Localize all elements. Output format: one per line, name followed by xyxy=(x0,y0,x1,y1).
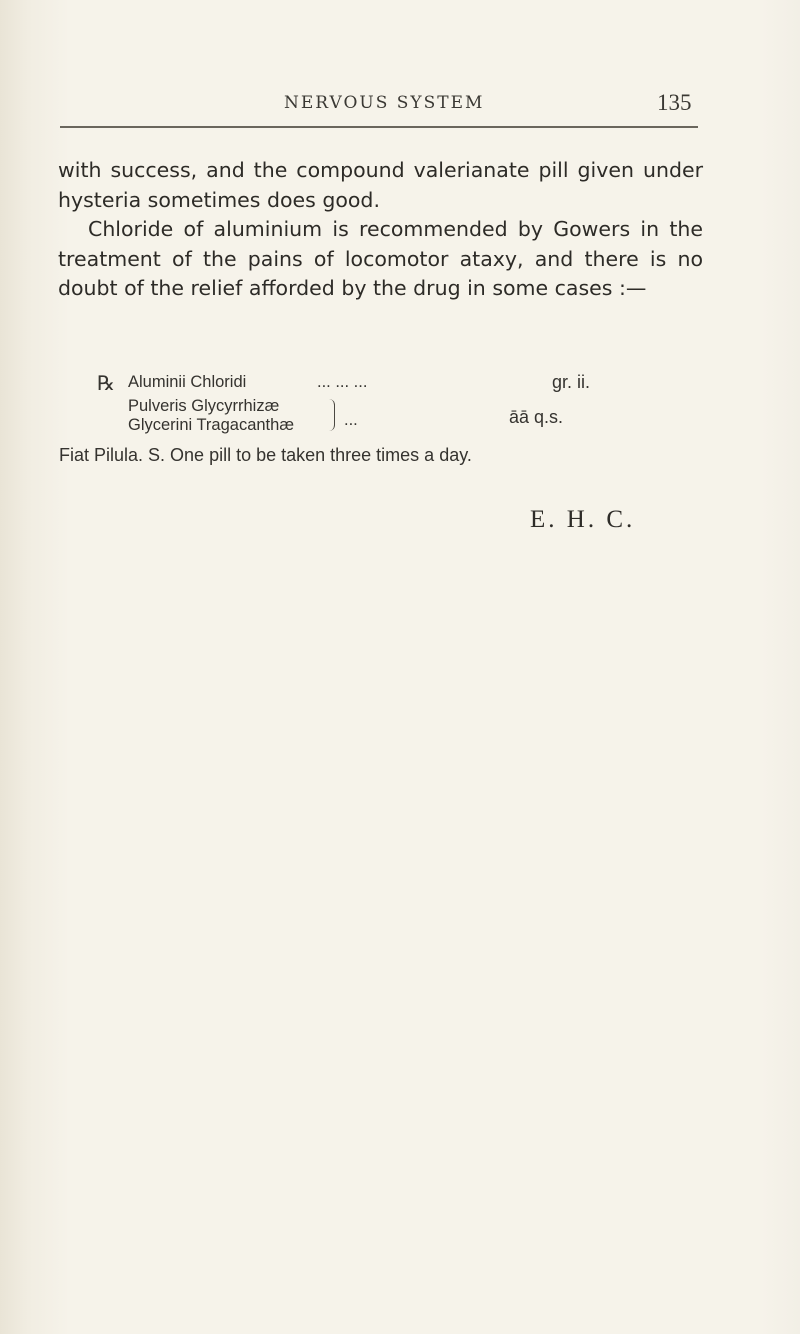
ingredient-aluminii-chloridi: Aluminii Chloridi xyxy=(128,373,247,391)
directions: Fiat Pilula. S. One pill to be taken three times a day. xyxy=(59,445,472,465)
ingredient-glycerini-tragacanthae: Glycerini Tragacanthæ xyxy=(128,416,294,434)
quantity-lines-2-3: āā q.s. xyxy=(509,407,564,427)
quantity-line-1: gr. ii. xyxy=(552,372,591,392)
rx-symbol: ℞ xyxy=(97,371,115,395)
paragraph-2: Chloride of aluminium is recommended by Gowers in the treatment of the pains of locomotor ataxy, and there is no doubt of the relief afforded by the drug in some cases :— xyxy=(58,217,703,300)
body-text xyxy=(58,156,703,304)
brace xyxy=(328,399,335,431)
leaders-line-1: ... ... ... xyxy=(317,373,368,391)
header-rule xyxy=(60,126,698,128)
running-head: NERVOUS SYSTEM xyxy=(284,93,485,113)
leaders-lines-2-3: ... xyxy=(344,411,358,429)
page-number: 135 xyxy=(657,90,692,115)
signature: E. H. C. xyxy=(530,506,636,533)
paragraph-1: with success, and the compound valerianate pill given under hysteria sometimes does good. xyxy=(58,158,703,212)
ingredient-pulveris-glycyrrhizae: Pulveris Glycyrrhizæ xyxy=(128,397,280,415)
